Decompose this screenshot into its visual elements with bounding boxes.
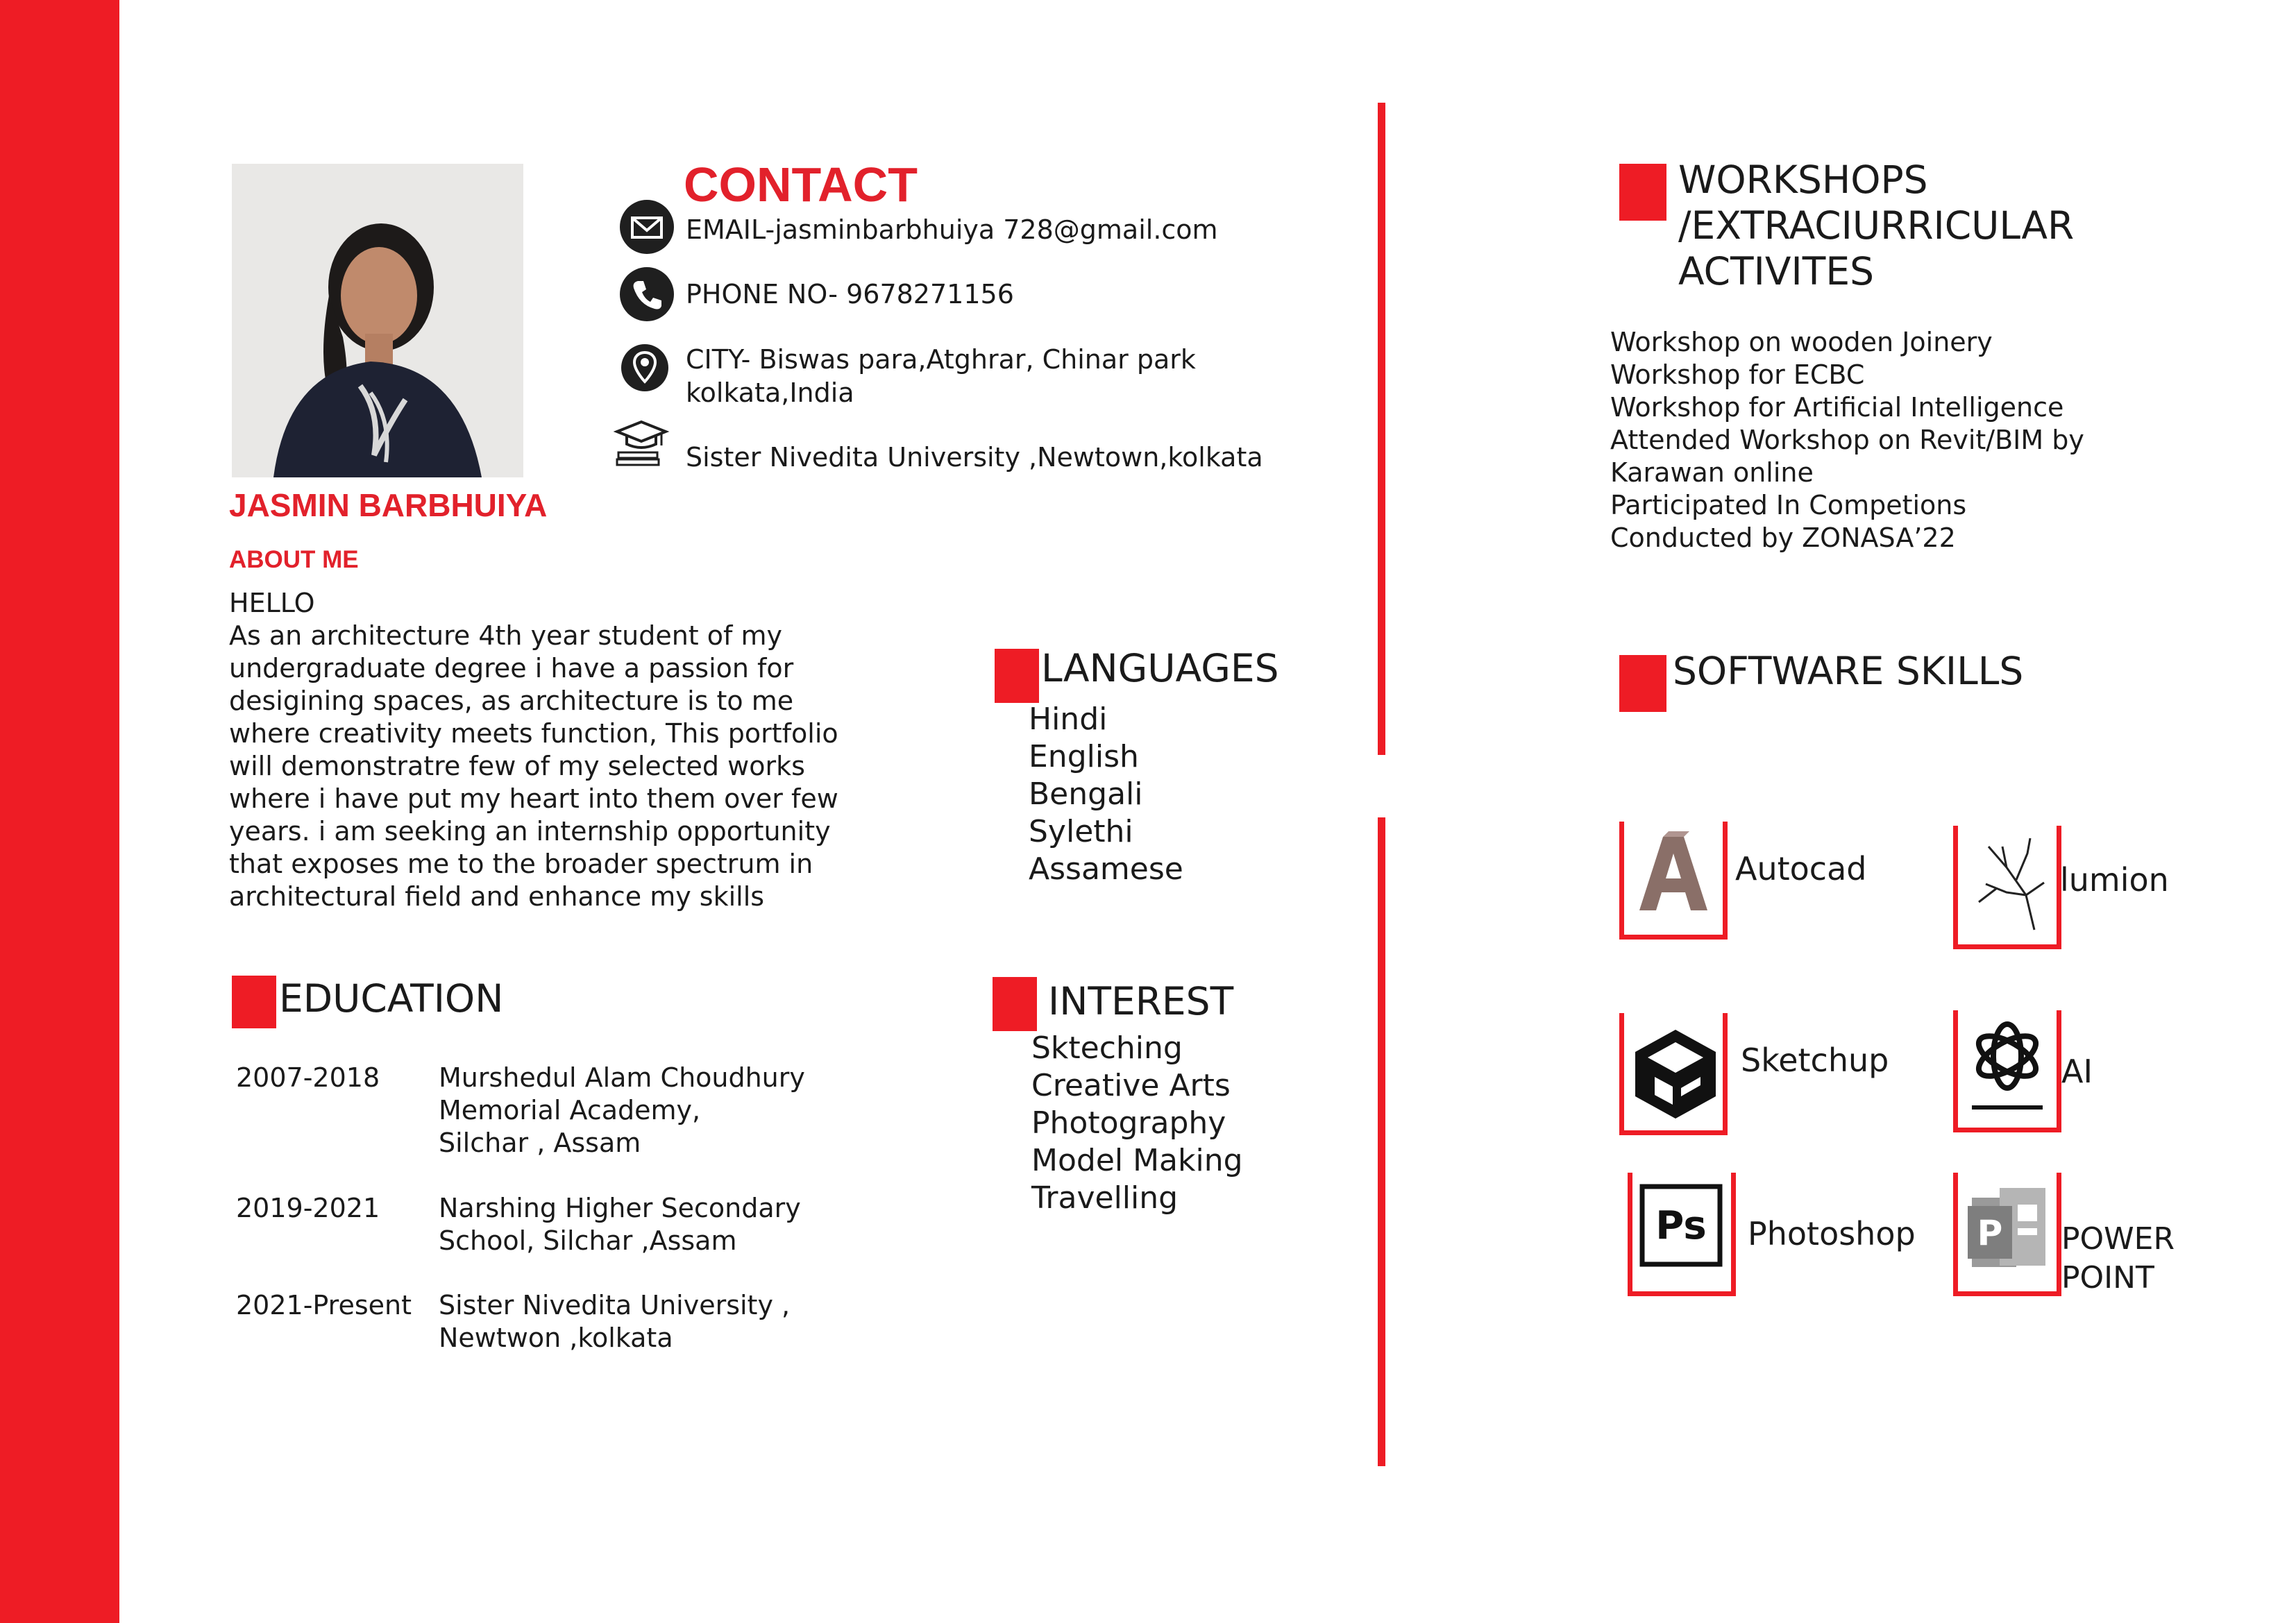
contact-city-line: kolkata,India [686,377,854,408]
education-school [439,1289,790,1354]
language-item: Assamese [1029,851,1183,887]
ai-icon [1953,1010,2061,1132]
interest-item: Skteching [1031,1030,1183,1066]
workshop-item: Attended Workshop on Revit/BIM by [1610,425,2084,455]
about-line: that exposes me to the broader spectrum in [229,849,813,879]
contact-phone: PHONE NO- 9678271156 [686,279,1014,309]
software-label-sketchup: Sketchup [1741,1042,1889,1079]
interest-item: Travelling [1031,1180,1179,1216]
contact-email: EMAIL-jasminbarbhuiya 728@gmail.com [686,214,1218,245]
contact-city-line: CITY- Biswas para,Atghrar, Chinar park [686,344,1196,375]
workshops-marker [1619,164,1666,221]
education-school [439,1192,801,1257]
education-years: 2007-2018 [236,1062,380,1093]
languages-list [1029,701,1183,888]
software-title: SOFTWARE SKILLS [1673,649,2024,693]
education-school-line: Sister Nivedita University , [439,1290,791,1320]
interest-list [1031,1030,1243,1217]
location-pin-icon [620,343,670,393]
about-line: will demonstratre few of my selected works [229,751,805,781]
about-line: where creativity meets function, This portfolio [229,718,838,749]
about-text [229,587,838,913]
candidate-name: JASMIN BARBHUIYA [229,487,548,523]
software-label-powerpoint [2061,1220,2175,1298]
photoshop-icon [1628,1173,1736,1296]
lumion-icon [1953,826,2061,949]
software-label-lumion: lumion [2060,861,2169,899]
phone-icon [620,267,674,321]
languages-marker [995,649,1039,703]
profile-photo [232,164,523,477]
workshop-item: Workshop for Artificial Intelligence [1610,392,2064,423]
svg-text:Ps: Ps [1655,1203,1707,1248]
languages-title: LANGUAGES [1041,646,1279,690]
graduation-cap-icon [613,414,670,470]
workshops-title [1678,157,2074,294]
interest-marker [993,977,1037,1031]
education-years: 2021-Present [236,1290,412,1320]
autocad-icon [1619,822,1728,940]
workshop-item: Workshop on wooden Joinery [1610,327,1993,357]
education-school-line: Murshedul Alam Choudhury [439,1062,805,1093]
language-item: Sylethi [1029,814,1133,849]
education-school-line: Newtwon ,kolkata [439,1323,673,1353]
about-line: where i have put my heart into them over few [229,783,838,814]
about-line: architectural field and enhance my skills [229,881,765,912]
software-marker [1619,655,1666,712]
interest-item: Model Making [1031,1143,1243,1178]
powerpoint-icon [1953,1173,2061,1296]
education-title: EDUCATION [279,976,504,1021]
interest-title: INTEREST [1048,979,1234,1023]
workshops-title-line: WORKSHOPS [1678,158,1928,202]
about-title: ABOUT ME [229,546,359,573]
education-school-line: Narshing Higher Secondary [439,1193,801,1223]
education-school-line: Silchar , Assam [439,1128,641,1158]
language-item: English [1029,739,1139,774]
language-item: Hindi [1029,702,1108,737]
education-school [439,1062,805,1159]
education-years: 2019-2021 [236,1193,380,1223]
sketchup-icon [1619,1013,1728,1135]
workshops-list [1610,326,2084,554]
workshops-title-line: ACTIVITES [1678,249,1874,294]
education-school-line: Memorial Academy, [439,1095,701,1125]
interest-item: Creative Arts [1031,1068,1231,1103]
about-line: undergraduate degree i have a passion for [229,653,794,683]
about-line: As an architecture 4th year student of my [229,620,782,651]
svg-text:P: P [1977,1213,2003,1253]
workshop-item: Karawan online [1610,457,1814,488]
divider-upper [1378,103,1385,755]
left-accent-bar [0,0,119,1623]
software-label-photoshop: Photoshop [1748,1215,1916,1252]
contact-title: CONTACT [684,158,918,212]
divider-lower [1378,817,1385,1466]
education-school-line: School, Silchar ,Assam [439,1225,737,1256]
workshop-item: Workshop for ECBC [1610,359,1865,390]
education-marker [232,976,276,1028]
interest-item: Photography [1031,1105,1226,1141]
language-item: Bengali [1029,776,1143,812]
contact-university: Sister Nivedita University ,Newtown,kolkata [686,442,1263,473]
workshop-item: Participated In Competions [1610,490,1967,520]
email-icon [620,200,674,254]
about-line: HELLO [229,588,315,618]
about-line: years. i am seeking an internship opportunity [229,816,831,847]
software-label-line: POINT [2061,1260,2154,1295]
about-line: desigining spaces, as architecture is to me [229,686,794,716]
workshops-title-line: /EXTRACIURRICULAR [1678,203,2075,248]
software-label-ai: AI [2061,1053,2093,1090]
contact-city [686,343,1196,409]
software-label-line: POWER [2061,1221,2175,1257]
workshop-item: Conducted by ZONASA’22 [1610,522,1956,553]
software-label-autocad: Autocad [1735,850,1867,887]
